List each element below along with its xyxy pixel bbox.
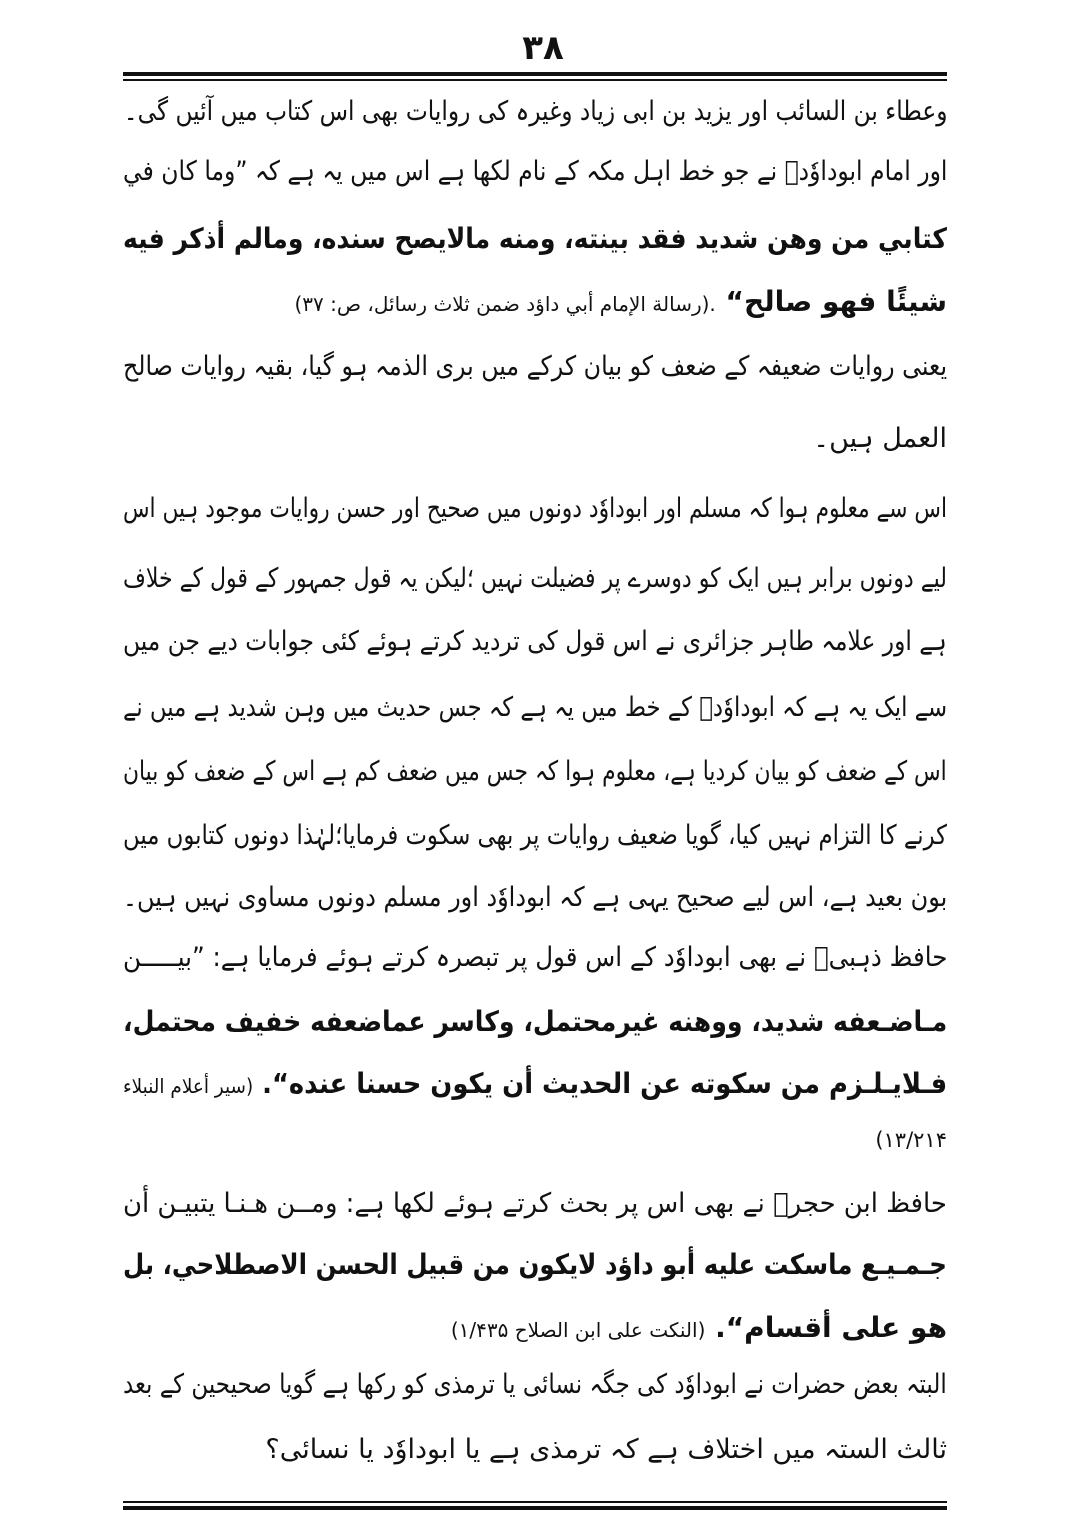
footer-rule	[123, 1501, 947, 1510]
page-number: ۳۸	[522, 28, 564, 68]
text-line: سے ایک یہ ہے کہ ابوداوٗدؒ کے خط میں یہ ہے کہ جس حدیث میں وہن شدید ہے میں نے	[122, 692, 947, 723]
text-line: وعطاء بن السائب اور یزید بن ابی زیاد وغیرہ کی روایات بھی اس کتاب میں آئیں گی۔	[123, 96, 947, 127]
text-line: اور امام ابوداوٗدؒ نے جو خط اہل مکہ کے نام لکھا ہے اس میں یہ ہے کہ ”وما کان في	[122, 156, 947, 187]
text-line: ۱۳/۲۱۴)	[875, 1128, 947, 1152]
text-line: کتابي من وهن شدید فقد بینته، ومنه مالایصح سنده، ومالم أذکر فیه	[123, 222, 947, 255]
text-line: بون بعید ہے، اس لیے صحیح یہی ہے کہ ابوداوٗد اور مسلم دونوں مساوی نہیں ہیں۔	[122, 882, 947, 913]
text-line: البتہ بعض حضرات نے ابوداوٗد کی جگہ نسائی یا ترمذی کو رکھا ہے گویا صحیحین کے بعد	[123, 1369, 947, 1400]
text-line: حافظ ذہبیؒ نے بھی ابوداوٗد کے اس قول پر تبصرہ کرتے ہوئے فرمایا ہے: ”بیـــــن	[122, 942, 947, 973]
text-line: ثالث الستہ میں اختلاف ہے کہ ترمذی ہے یا ابوداوٗد یا نسائی؟	[265, 1434, 947, 1465]
citation: (النکت علی ابن الصلاح ۱/۴۳۵)	[450, 1318, 706, 1342]
text-line: اس سے معلوم ہوا کہ مسلم اور ابوداوٗد دونوں میں صحیح اور حسن روایات موجود ہیں اس	[123, 493, 947, 524]
text-line: مـاضـعفه شدید، ووهنه غیرمحتمل، وکاسر عماضعفه خفیف محتمل،	[122, 1005, 947, 1038]
text-line: ہے اور علامہ طاہر جزائری نے اس قول کی تردید کرتے ہوئے کئی جوابات دیے جن میں	[123, 626, 947, 657]
text-line: فـلایـلـزم من سکوته عن الحدیث أن یکون حسنا عنده“. (سیر أعلام النبلاء	[122, 1067, 947, 1100]
text-line: حافظ ابن حجرؒ نے بھی اس پر بحث کرتے ہوئے لکھا ہے: ومــن هـنـا یتبیـن أن	[123, 1188, 947, 1219]
text-line: جـمـیـع ماسکت علیه أبو داؤد لایکون من قبیل الحسن الاصطلاحي، بل	[123, 1248, 947, 1281]
text-line: العمل ہیں۔	[813, 423, 947, 454]
citation: (سیر أعلام النبلاء	[122, 1074, 254, 1098]
header-rule	[123, 72, 947, 81]
text-line: اس کے ضعف کو بیان کردیا ہے، معلوم ہوا کہ جس میں ضعف کم ہے اس کے ضعف کو بیان	[123, 756, 947, 787]
text-line: شیئًا فهو صالح“ .(رسالة الإمام أبي داؤد ضمن ثلاث رسائل، ص: ۳۷)	[294, 285, 947, 318]
text-line: لیے دونوں برابر ہیں ایک کو دوسرے پر فضیلت نہیں ؛لیکن یہ قول جمہور کے قول کے خلاف	[123, 563, 947, 594]
text-line: یعنی روایات ضعیفہ کے ضعف کو بیان کرکے میں بری الذمہ ہو گیا، بقیہ روایات صالح	[122, 351, 947, 382]
text-line: کرنے کا التزام نہیں کیا، گویا ضعیف روایات پر بھی سکوت فرمایا؛لہٰذا دونوں کتابوں میں	[123, 820, 947, 851]
text-line: هو علی أقسام“. (النکت علی ابن الصلاح ۱/۴۳۵)	[450, 1311, 947, 1344]
citation: .(رسالة الإمام أبي داؤد ضمن ثلاث رسائل، ص: ۳۷)	[294, 292, 716, 316]
